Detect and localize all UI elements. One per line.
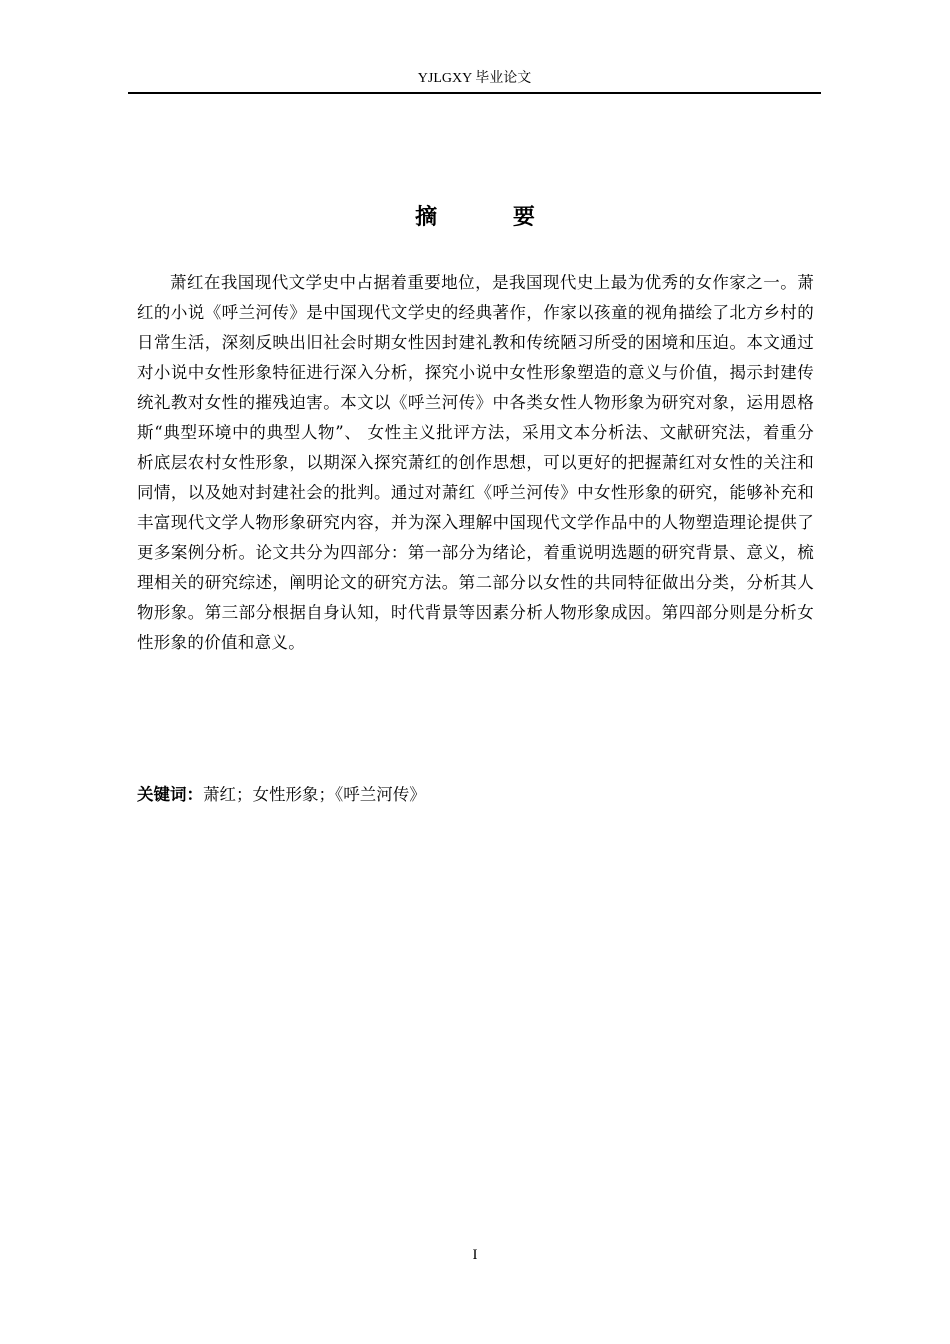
keywords-line xyxy=(137,780,814,810)
abstract-title: 摘 要 xyxy=(415,205,569,230)
page-number: I xyxy=(472,1247,478,1263)
abstract-paragraph: 萧红在我国现代文学史中占据着重要地位，是我国现代史上最为优秀的女作家之一。萧红的小说《呼兰河传》是中国现代文学史的经典著作，作家以孩童的视角描绘了北方乡村的日常生活，深刻反映出旧社会时期女性因封建礼教和传统陋习所受的困境和压迫。本文通过对小说中女性形象特征进行深入分析，探究小说中女性形象塑造的意义与价值，揭示封建传统礼教对女性的摧残迫害。本文以《呼兰河传》中各类女性人物形象为研究对象，运用恩格斯“典型环境中的典型人物”、 女性主义批评方法，采用文本分析法、文献研究法，着重分析底层农村女性形象，以期深入探究萧红的创作思想，可以更好的把握萧红对女性的关注和同情，以及她对封建社会的批判。通过对萧红《呼兰河传》中女性形象的研究，能够补充和丰富现代文学人物形象研究内容，并为深入理解中国现代文学作品中的人物塑造理论提供了更多案例分析。论文共分为四部分：第一部分为绪论，着重说明选题的研究背景、意义，梳理相关的研究综述，阐明论文的研究方法。第二部分以女性的共同特征做出分类，分析其人物形象。第三部分根据自身认知，时代背景等因素分析人物形象成因。第四部分则是分析女性形象的价值和意义。 xyxy=(137,273,814,652)
header-text: YJLGXY 毕业论文 xyxy=(417,71,532,86)
keywords-value: 萧红；女性形象；《呼兰河传》 xyxy=(203,785,426,804)
abstract-body xyxy=(137,268,814,658)
keywords-label: 关键词： xyxy=(137,785,203,804)
running-header xyxy=(128,70,821,94)
